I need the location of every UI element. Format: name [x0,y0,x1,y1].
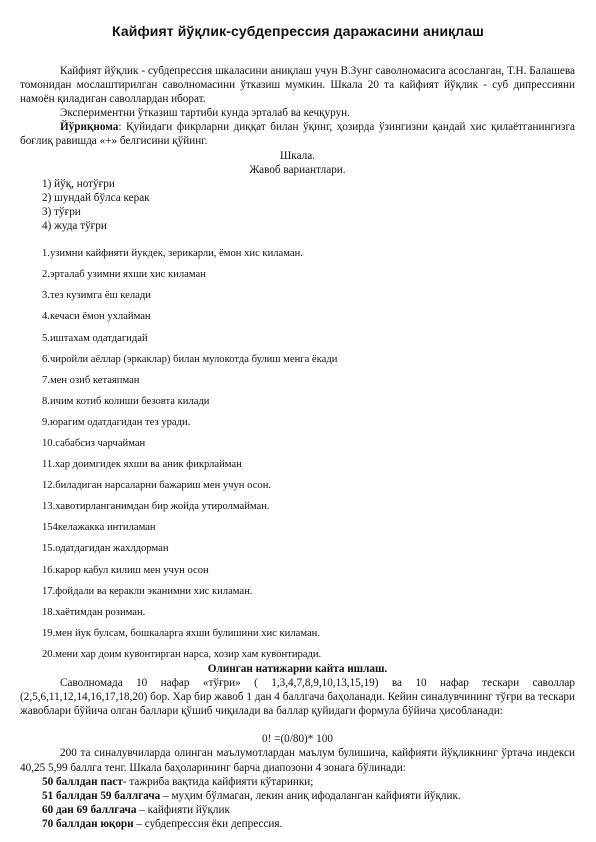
question-item: 13.хавотирланганимдан бир жойда утиролмайман. [42,501,270,513]
question-item: 18.хаётимдан розиман. [42,606,146,618]
score-zones-list [20,775,575,831]
question-item: 15.одатдагидан жахлдорман [42,543,169,555]
zone-description: - тажриба вақтида кайфияти кўтаринки; [122,775,314,788]
zone-description: – кайфияти йўқлик [136,803,230,816]
scoring-formula: 0! =(0/80)* 100 [262,733,333,746]
answer-options-list [20,177,575,233]
question-item: 154келажакка интиламан [42,522,156,534]
zone-range: 51 баллдан 59 баллгача [42,789,161,802]
document-body [20,64,575,831]
question-item: 9.юрагим одатдагидан тез уради. [42,416,191,428]
zone-range: 50 баллдан паст [42,775,123,788]
score-zone [20,775,575,789]
zone-description: – субдепрессия ёки депрессия. [133,817,283,830]
results-paragraph: Саволномада 10 нафар «тўғри» ( 1,3,4,7,8,9,10,13,15,19) ва 10 нафар тескари саволлар (2,5,6,11,12,14,16,17,18,20) бор. Хар бир жавоб 1 дан 4 баллгача баҳоланади. Кейин синалувчининг тўғри ва тескари жавоблари бўйича олган баллари қўшиб чиқилади ва баллар қуйидаги формула бўйича ҳисобланади: [20,677,575,718]
question-item: 3.тез кузимга ёш келади [42,290,151,302]
procedure-paragraph: Экспериментни ўтказиш тартиби кунда эрталаб ва кечқурун. [60,107,350,120]
intro-paragraph: Кайфият йўқлик - субдепрессия шкаласини аниқлаш учун В.Зунг саволномасига асосланган, Т.Н. Балашева томонидан мослаштирилган саволномасини ўтказиш мумкин. Шкала 20 та кайфият йўқлик - суб дипрессияни намоён қиладиган саволлардан иборат. [20,65,575,106]
question-item: 7.мен озиб кетаяпман [42,374,140,386]
instruction-paragraph [20,120,575,148]
question-item: 1.узимни кайфияти йукдек, зерикарли, ёмон хис киламан. [42,248,303,260]
scale-heading: Шкала. [280,149,315,162]
question-item: 19.мен йук булсам, бошкаларга яхши булишини хис киламан. [42,627,320,639]
question-item: 17.фойдали ва керакли эканимни хис киламан. [42,585,253,597]
answer-option: 3) тўғри [42,205,81,218]
page-title: Кайфият йўқлик-субдепрессия даражасини аниқлаш [112,23,484,39]
answers-heading: Жавоб вариантлари. [249,163,346,176]
norms-paragraph: 200 та синалувчиларда олинган маълумотлардан маълум булишича, кайфияти йўқликнинг ўртача индекси 40,25 5,99 баллга тенг. Шкала баҳоларининг барча диапозони 4 зонага бўлинади: [20,747,575,774]
instruction-label: Йўриқнома [60,121,119,134]
score-zone [20,789,575,803]
question-item: 12.биладиган нарсаларни бажариш мен учун осон. [42,480,272,492]
score-zone [20,817,575,831]
zone-range: 60 дан 69 баллгача [42,803,137,816]
question-item: 6.чиройли аёллар (эркаклар) билан мулокотда булиш менга ёкади [42,353,338,365]
question-item: 10.сабабсиз чарчайман [42,437,146,449]
answer-option: 1) йўқ, нотўғри [42,177,115,190]
question-item: 4.кечаси ёмон ухлайман [42,311,151,323]
answer-option: 4) жуда тўғри [42,220,107,233]
zone-range: 70 баллдан юқори [42,817,134,830]
question-item: 20.мени хар доим кувонтирган нарса, хозир хам кувонтиради. [42,648,322,660]
instruction-text: : Қуйидаги фикрларни диққат билан ўқинг, ҳозирда ўзингизни қандай хис қилаётганингизга боғлиқ равишда «+» белгисини қўйинг. [20,121,575,148]
question-item: 5.иштахам одатдагидай [42,332,148,344]
zone-description: – муҳим бўлмаган, лекин аниқ ифодаланган кайфияти йўқлик. [160,789,461,802]
score-zone [20,803,575,817]
results-heading: Олинган натижарни кайта ишлаш. [207,663,388,675]
question-item: 8.ичим котиб колиши безовта килади [42,395,210,407]
question-item: 16.карор кабул килиш мен учун осон [42,564,209,576]
question-item: 11.хар доимгидек яхши ва аник фикрлайман [42,459,242,471]
question-item: 2.эрталаб узимни яхши хис киламан [42,269,206,281]
answer-option: 2) шундай бўлса керак [42,191,150,204]
questions-list [20,247,575,662]
